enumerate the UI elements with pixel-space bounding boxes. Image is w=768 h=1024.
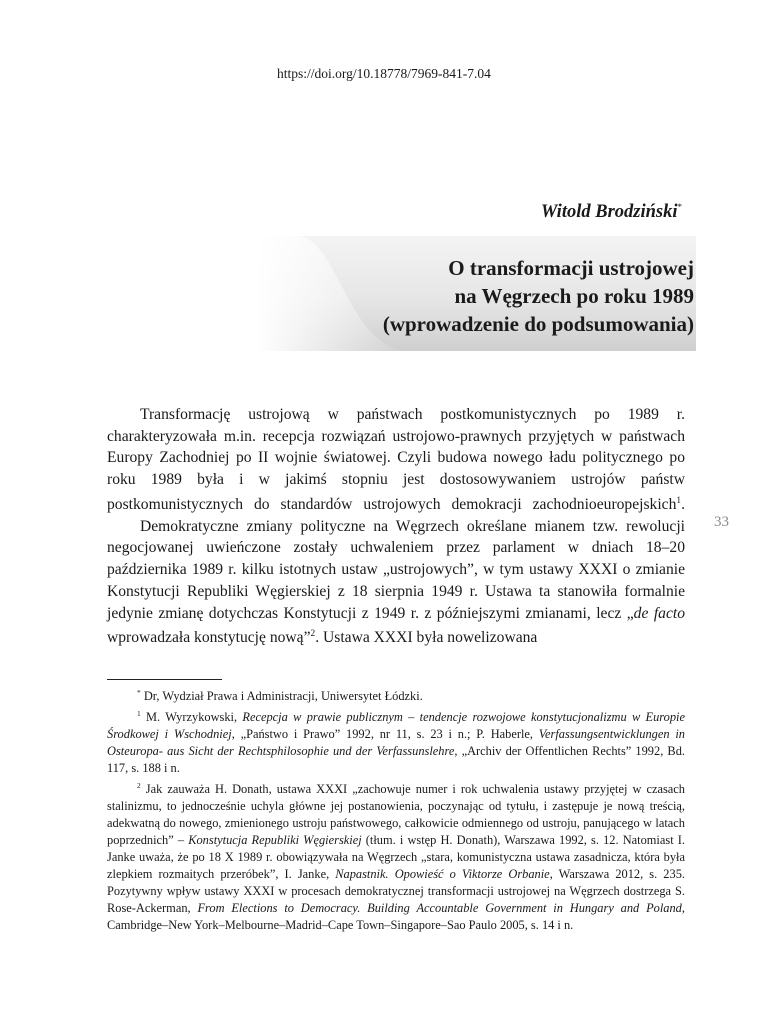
footnote-1-i1: Recepcja w prawie publicznym – tendencje rozwojowe konstytucjonalizmu w Europie Środkowej i Wschodniej: [107, 710, 686, 742]
footnote-2-i1: Konstytucja Republiki Węgierskiej: [188, 833, 362, 848]
footnote-2: [107, 777, 685, 934]
footnote-1: [107, 705, 685, 777]
footnote-2-d: , Cambridge–New York–Melbourne–Madrid–Cape Town–Singapore–Sao Paulo 2005, s. 14 i n.: [107, 901, 685, 933]
article-title: [383, 254, 694, 338]
page-number: 33: [714, 514, 729, 530]
footnote-2-i3: From Elections to Democracy. Building Accountable Government in Hungary and Poland: [197, 901, 682, 916]
footnote-author-text: Dr, Wydział Prawa i Administracji, Uniwersytet Łódzki.: [140, 689, 423, 704]
footnote-1-i2: Verfassungsentwicklungen in Osteuropa- aus Sicht der Rechtsphilosophie und der Verfassunslehre: [107, 727, 685, 759]
footnote-2-c: , Warszawa 2012, s. 235. Pozytywny wpływ ustawy XXXI w procesach demokratycznej transformacji ustrojowej na Węgrzech dostrzega S. Rose-Ackerman,: [107, 867, 685, 916]
title-line-1: O transformacji ustrojowej: [448, 256, 694, 280]
footnote-1-c: , „Archiv der Offentlichen Rechts” 1992, Bd. 117, s. 188 i n.: [107, 744, 685, 776]
author-name-text: Witold Brodziński: [540, 202, 678, 223]
footnote-2-a: Jak zauważa H. Donath, ustawa XXXI „zachowuje numer i rok uchwalenia ustawy przyjętej w czasach stalinizmu, to jednocześnie uchyla główne jej postanowienia, poczynając od tytułu, i zastępuje je nową treścią, adekwatną do nowego, zmienionego ustroju państwowego, całkowicie odmiennego od ustroju, panującego w latach poprzednich” –: [107, 782, 685, 848]
paragraph-1-end: .: [681, 496, 685, 513]
author-name: [541, 202, 682, 223]
footnote-2-mark: 2: [137, 781, 141, 791]
footnote-2-b: (tłum. i wstęp H. Donath), Warszawa 1992, s. 12. Natomiast I. Janke uważa, że po 18 X 1989 r. obowiązywała na Węgrzech „stara, komunistyczna ustawa zasadnicza, która była zlepkiem rozmaitych przeróbek”, I. Janke,: [107, 833, 685, 882]
doi-link[interactable]: https://doi.org/10.18778/7969-841-7.04: [277, 66, 491, 81]
footnote-ref-2[interactable]: 2: [310, 629, 316, 640]
body-text: [107, 404, 685, 649]
paragraph-1-text: Transformację ustrojową w państwach postkomunistycznych po 1989 r. charakteryzowała m.in. recepcja rozwiązań ustrojowo-prawnych przyjętych w państwach Europy Zachodniej po II wojnie światowej. Czyli budowa nowego ładu politycznego po roku 1989 była i w jakimś stopniu jest dostosowywaniem ustrojów państw postkomunistycznych do standardów ustrojowych demokracji zachodnioeuropejskich: [107, 406, 685, 513]
paragraph-2-text-a: Demokratyczne zmiany polityczne na Węgrzech określane mianem tzw. rewolucji negocjowanej uwieńczone zostały uchwaleniem przez parlament w dniach 18–20 października 1989 r. kilku istotnych ustaw „ustrojowych”, w tym ustawy XXXI o zmianie Konstytucji Republiki Węgierskiej z 18 sierpnia 1949 r. Ustawa ta stanowiła formalnie jedynie zmianę dotychczas Konstytucji z 1949 r. z późniejszymi zmianami, lecz „: [107, 517, 685, 622]
paragraph-2-text-c: . Ustawa XXXI była nowelizowana: [315, 629, 538, 647]
footnote-1-mark: 1: [137, 709, 141, 719]
paragraph-2-italic: de facto: [633, 604, 685, 622]
paragraph-2: [107, 516, 685, 649]
footnote-2-i2: Napastnik. Opowieść o Viktorze Orbanie: [335, 867, 550, 882]
paragraph-2-text-b: wprowadzała konstytucję nową”: [107, 629, 311, 647]
title-line-2: na Węgrzech po roku 1989: [454, 284, 694, 308]
paragraph-1: [107, 404, 685, 516]
footnote-separator: [107, 679, 222, 680]
footnote-1-b: , „Państwo i Prawo” 1992, nr 11, s. 23 i n.; P. Haberle,: [231, 727, 539, 742]
title-line-3: (wprowadzenie do podsumowania): [382, 312, 694, 336]
footnote-author-mark: *: [137, 688, 141, 697]
footnote-author: [107, 684, 685, 705]
footnotes: [107, 684, 685, 934]
author-footnote-mark[interactable]: *: [677, 202, 682, 212]
footnote-1-a: M. Wyrzykowski,: [140, 710, 243, 725]
footnote-ref-1[interactable]: 1: [676, 495, 682, 506]
